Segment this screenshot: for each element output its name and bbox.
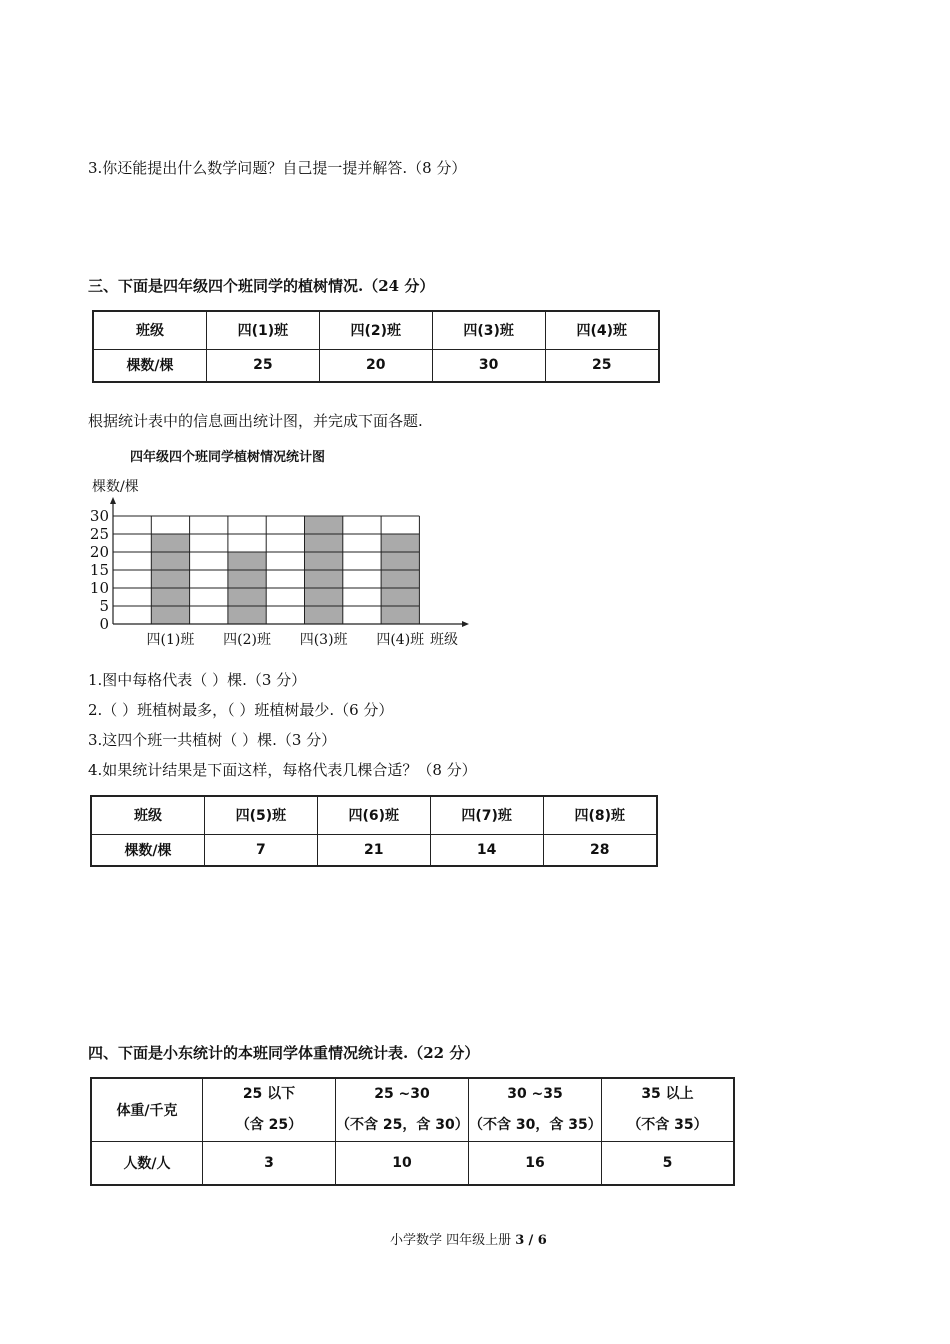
question-3-prompt: 3.你还能提出什么数学问题？自己提一提并解答.（8 分） [88, 159, 467, 177]
table-cell: 10 [336, 1142, 469, 1185]
table-cell: 21 [317, 834, 430, 866]
table-cell: 20 [319, 349, 432, 382]
table-header-cell: 四(2)班 [319, 311, 432, 349]
table-header-cell: 四(5)班 [205, 796, 318, 834]
y-tick-label: 0 [99, 615, 109, 633]
range-label: 25 以下 [242, 1086, 296, 1102]
table-cell: 28 [543, 834, 657, 866]
bar-1 [151, 534, 189, 624]
table-header-cell: 四(7)班 [430, 796, 543, 834]
table-header-cell: 四(4)班 [545, 311, 659, 349]
table-cell: 14 [430, 834, 543, 866]
y-tick-label: 25 [89, 525, 109, 543]
x-category-label: 四(2)班 [223, 632, 271, 648]
x-axis-label: 班级 [430, 632, 458, 648]
table-cell: 3 [203, 1142, 336, 1185]
table-cell: 棵数/棵 [93, 349, 207, 382]
range-label: 35 以上 [641, 1086, 694, 1102]
range-label: 25 ~30 [374, 1086, 430, 1102]
bar-chart [80, 470, 480, 655]
y-axis-label: 棵数/棵 [92, 479, 139, 495]
table-header-cell: 四(8)班 [543, 796, 657, 834]
range-note: （不含 25，含 30） [336, 1117, 469, 1133]
x-category-label: 四(4)班 [376, 632, 425, 648]
x-category-label: 四(3)班 [299, 632, 348, 648]
table-header-cell: 体重/千克 [91, 1078, 203, 1142]
x-category-label: 四(1)班 [146, 632, 195, 648]
page-footer [390, 1229, 547, 1248]
chart-title: 四年级四个班同学植树情况统计图 [130, 450, 326, 465]
question-4: 4.如果统计结果是下面这样，每格代表几棵合适？（8 分） [88, 761, 477, 779]
footer-page-number: 3 [515, 1233, 525, 1248]
table-cell: 25 [545, 349, 659, 382]
planting-table-2 [90, 795, 658, 867]
bar-4 [381, 534, 419, 624]
table-cell: 5 [602, 1142, 735, 1185]
question-3: 3.这四个班一共植树（ ）棵.（3 分） [88, 731, 337, 749]
section-4-heading: 四、下面是小东统计的本班同学体重情况统计表.（22 分） [88, 1044, 480, 1062]
table-cell: 25 [207, 349, 320, 382]
y-tick-label: 10 [89, 579, 109, 597]
range-cell [602, 1078, 735, 1142]
table-header-cell: 班级 [91, 796, 205, 834]
y-tick-label: 20 [89, 543, 109, 561]
table-cell: 16 [469, 1142, 602, 1185]
range-cell [203, 1078, 336, 1142]
table-cell: 30 [432, 349, 545, 382]
table-cell: 7 [205, 834, 318, 866]
range-cell [336, 1078, 469, 1142]
question-1: 1.图中每格代表（ ）棵.（3 分） [88, 671, 307, 689]
question-2: 2.（ ）班植树最多，（ ）班植树最少.（6 分） [88, 701, 394, 719]
range-cell [469, 1078, 602, 1142]
section-3-heading: 三、下面是四年级四个班同学的植树情况.（24 分） [88, 277, 435, 295]
footer-page-total: / 6 [528, 1233, 547, 1248]
table-cell: 棵数/棵 [91, 834, 205, 866]
table-cell: 人数/人 [91, 1142, 203, 1185]
table-header-cell: 四(1)班 [207, 311, 320, 349]
chart-instruction: 根据统计表中的信息画出统计图，并完成下面各题. [88, 412, 423, 430]
y-tick-label: 30 [89, 507, 109, 525]
y-tick-label: 15 [89, 561, 109, 579]
table-header-cell: 四(3)班 [432, 311, 545, 349]
x-axis-arrow [462, 621, 469, 627]
range-note: （含 25） [235, 1117, 303, 1133]
y-axis-arrow [110, 497, 116, 504]
range-note: （不含 30，含 35） [469, 1117, 602, 1133]
weight-table [90, 1077, 735, 1186]
range-label: 30 ~35 [507, 1086, 563, 1102]
y-tick-label: 5 [99, 597, 109, 615]
footer-subject: 小学数学 四年级上册 [390, 1233, 512, 1248]
table-header-cell: 四(6)班 [317, 796, 430, 834]
planting-table [92, 310, 660, 383]
range-note: （不含 35） [627, 1117, 708, 1133]
table-header-cell: 班级 [93, 311, 207, 349]
